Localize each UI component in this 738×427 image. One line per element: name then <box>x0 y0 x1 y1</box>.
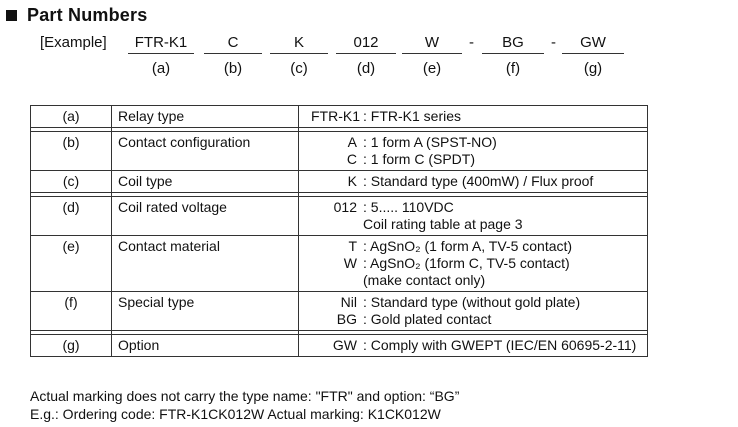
segment-letter: (b) <box>223 60 243 77</box>
segment-code: 012 <box>353 34 379 51</box>
table-row <box>31 236 648 292</box>
option-code: 012 <box>333 199 357 215</box>
row-name: Special type <box>112 292 299 331</box>
option-desc: : Comply with GWEPT (IEC/EN 60695-2-11) <box>363 337 637 353</box>
option-line <box>311 151 641 168</box>
option-desc: : AgSnO₂ (1 form A, TV-5 contact) <box>363 238 573 254</box>
segment-e <box>402 34 462 77</box>
option-desc: : Standard type (400mW) / Flux proof <box>363 173 594 189</box>
segment-underline <box>336 53 396 54</box>
row-options <box>299 335 648 357</box>
option-desc: : AgSnO₂ (1form C, TV-5 contact) <box>363 255 570 271</box>
option-line <box>311 199 641 216</box>
option-desc: : 5..... 110VDC <box>363 199 454 215</box>
row-key: (e) <box>31 236 112 292</box>
section-heading <box>6 3 147 27</box>
square-bullet-icon <box>6 10 17 21</box>
row-name: Relay type <box>112 106 299 128</box>
row-options <box>299 171 648 193</box>
option-line <box>311 294 641 311</box>
option-line <box>311 311 641 328</box>
option-desc: : Gold plated contact <box>363 311 492 327</box>
option-line <box>311 134 641 151</box>
part-number-table <box>30 105 648 357</box>
segment-letter: (a) <box>151 60 171 77</box>
segment-letter: (e) <box>422 60 442 77</box>
row-options <box>299 197 648 236</box>
segment-dash: - <box>551 34 556 51</box>
segment-a <box>128 34 194 77</box>
row-key: (f) <box>31 292 112 331</box>
option-line <box>311 173 641 190</box>
option-line <box>311 337 641 354</box>
option-code: A <box>347 134 357 150</box>
segment-d <box>336 34 396 77</box>
option-code: BG <box>336 311 357 327</box>
option-desc: Coil rating table at page 3 <box>363 216 523 232</box>
option-desc: : Standard type (without gold plate) <box>363 294 581 310</box>
segment-underline <box>204 53 262 54</box>
segment-letter: (f) <box>505 60 521 77</box>
option-code: GW <box>332 337 357 353</box>
row-name: Contact configuration <box>112 132 299 171</box>
table-row <box>31 335 648 357</box>
segment-underline <box>562 53 624 54</box>
option-desc: : 1 form A (SPST-NO) <box>363 134 497 150</box>
row-options <box>299 236 648 292</box>
option-line <box>311 238 641 255</box>
row-options <box>299 132 648 171</box>
row-key: (a) <box>31 106 112 128</box>
option-line <box>311 255 641 272</box>
option-desc: (make contact only) <box>363 272 486 288</box>
note-line: E.g.: Ordering code: FTR-K1CK012W Actual marking: K1CK012W <box>30 406 441 422</box>
row-key: (c) <box>31 171 112 193</box>
row-key: (g) <box>31 335 112 357</box>
segment-letter: (c) <box>290 60 308 77</box>
option-code: K <box>347 173 357 189</box>
option-line <box>311 108 641 125</box>
segment-b <box>204 34 262 77</box>
segment-code: FTR-K1 <box>134 34 188 51</box>
table-row <box>31 292 648 331</box>
table-row <box>31 197 648 236</box>
segment-code: GW <box>580 34 606 51</box>
page-title: Part Numbers <box>27 4 148 25</box>
option-code: Nil <box>340 294 357 310</box>
row-name: Coil type <box>112 171 299 193</box>
segment-g <box>562 34 624 77</box>
segment-code: C <box>227 34 239 51</box>
segment-code: W <box>424 34 440 51</box>
row-key: (b) <box>31 132 112 171</box>
option-code: FTR-K1 <box>311 108 360 124</box>
option-code: T <box>348 238 357 254</box>
table-row <box>31 171 648 193</box>
option-code <box>311 272 363 289</box>
option-code <box>311 216 363 233</box>
option-desc: : FTR-K1 series <box>363 108 462 124</box>
segment-f <box>482 34 544 77</box>
row-options <box>299 106 648 128</box>
row-name: Option <box>112 335 299 357</box>
segment-letter: (g) <box>583 60 603 77</box>
row-options <box>299 292 648 331</box>
segment-underline <box>270 53 328 54</box>
note-line: Actual marking does not carry the type name: "FTR" and option: “BG” <box>30 388 460 404</box>
segment-code: K <box>293 34 304 51</box>
option-desc: : 1 form C (SPDT) <box>363 151 476 167</box>
segment-code: BG <box>502 34 524 51</box>
segment-underline <box>402 53 462 54</box>
option-code: C <box>346 151 357 167</box>
segment-dash: - <box>469 34 474 51</box>
option-line <box>311 272 641 289</box>
example-label: [Example] <box>40 34 107 51</box>
option-line <box>311 216 641 233</box>
row-key: (d) <box>31 197 112 236</box>
segment-underline <box>482 53 544 54</box>
segment-underline <box>128 53 194 54</box>
table-row <box>31 106 648 128</box>
row-name: Contact material <box>112 236 299 292</box>
row-name: Coil rated voltage <box>112 197 299 236</box>
option-code: W <box>343 255 357 271</box>
notes <box>30 387 459 423</box>
table-row <box>31 132 648 171</box>
segment-c <box>270 34 328 77</box>
segment-letter: (d) <box>356 60 376 77</box>
